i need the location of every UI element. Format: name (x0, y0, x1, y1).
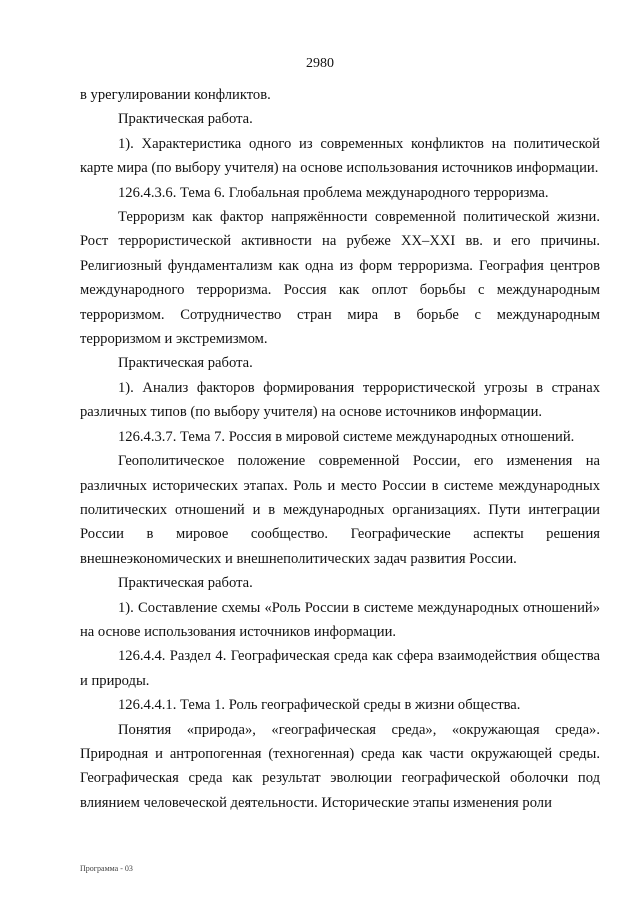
section-heading: 126.4.4.1. Тема 1. Роль географической среды в жизни общества. (118, 697, 521, 714)
section-heading: 126.4.4. Раздел 4. Географическая среда как сфера взаимодействия общества и природы. (80, 648, 600, 689)
paragraph: Практическая работа. (118, 575, 253, 592)
document-body (80, 83, 600, 815)
paragraph: Терроризм как фактор напряжённости современной политической жизни. Рост террористической активности на рубеже XX–XXI вв. и его причины. Религиозный фундаментализм как одна из форм терроризма. География центров международного терроризма. Россия как оплот борьбы с международным терроризмом. Сотрудничество стран мира в борьбе с международным терроризмом и экстремизмом. (80, 209, 600, 348)
page-number: 2980 (306, 56, 334, 71)
paragraph: 1). Анализ факторов формирования террористической угрозы в странах различных типов (по выбору учителя) на основе источников информации. (80, 379, 600, 421)
paragraph: Практическая работа. (118, 355, 253, 372)
paragraph: Понятия «природа», «географическая среда», «окружающая среда». Природная и антропогенная (техногенная) среда как части окружающей среды. Географическая среда как результат эволюции географической оболочки под влиянием человеческой деятельности. Исторические этапы изменения роли (80, 721, 600, 811)
paragraph: Практическая работа. (118, 111, 253, 128)
paragraph: 1). Характеристика одного из современных конфликтов на политической карте мира (по выбору учителя) на основе использования источников информации. (80, 135, 600, 177)
paragraph: 1). Составление схемы «Роль России в системе международных отношений» на основе использования источников информации. (80, 599, 600, 640)
paragraph: в урегулировании конфликтов. (80, 87, 271, 103)
section-heading: 126.4.3.7. Тема 7. Россия в мировой системе международных отношений. (118, 428, 575, 445)
section-heading: 126.4.3.6. Тема 6. Глобальная проблема международного терроризма. (118, 184, 549, 201)
paragraph: Геополитическое положение современной России, его изменения на различных исторических этапах. Роль и место России в системе международных политических отношений и в международных организациях. Пути интеграции России в мировое сообщество. Географические аспекты решения внешнеэкономических и внешнеполитических задач развития России. (80, 453, 600, 567)
footer-note: Программа - 03 (80, 864, 133, 873)
